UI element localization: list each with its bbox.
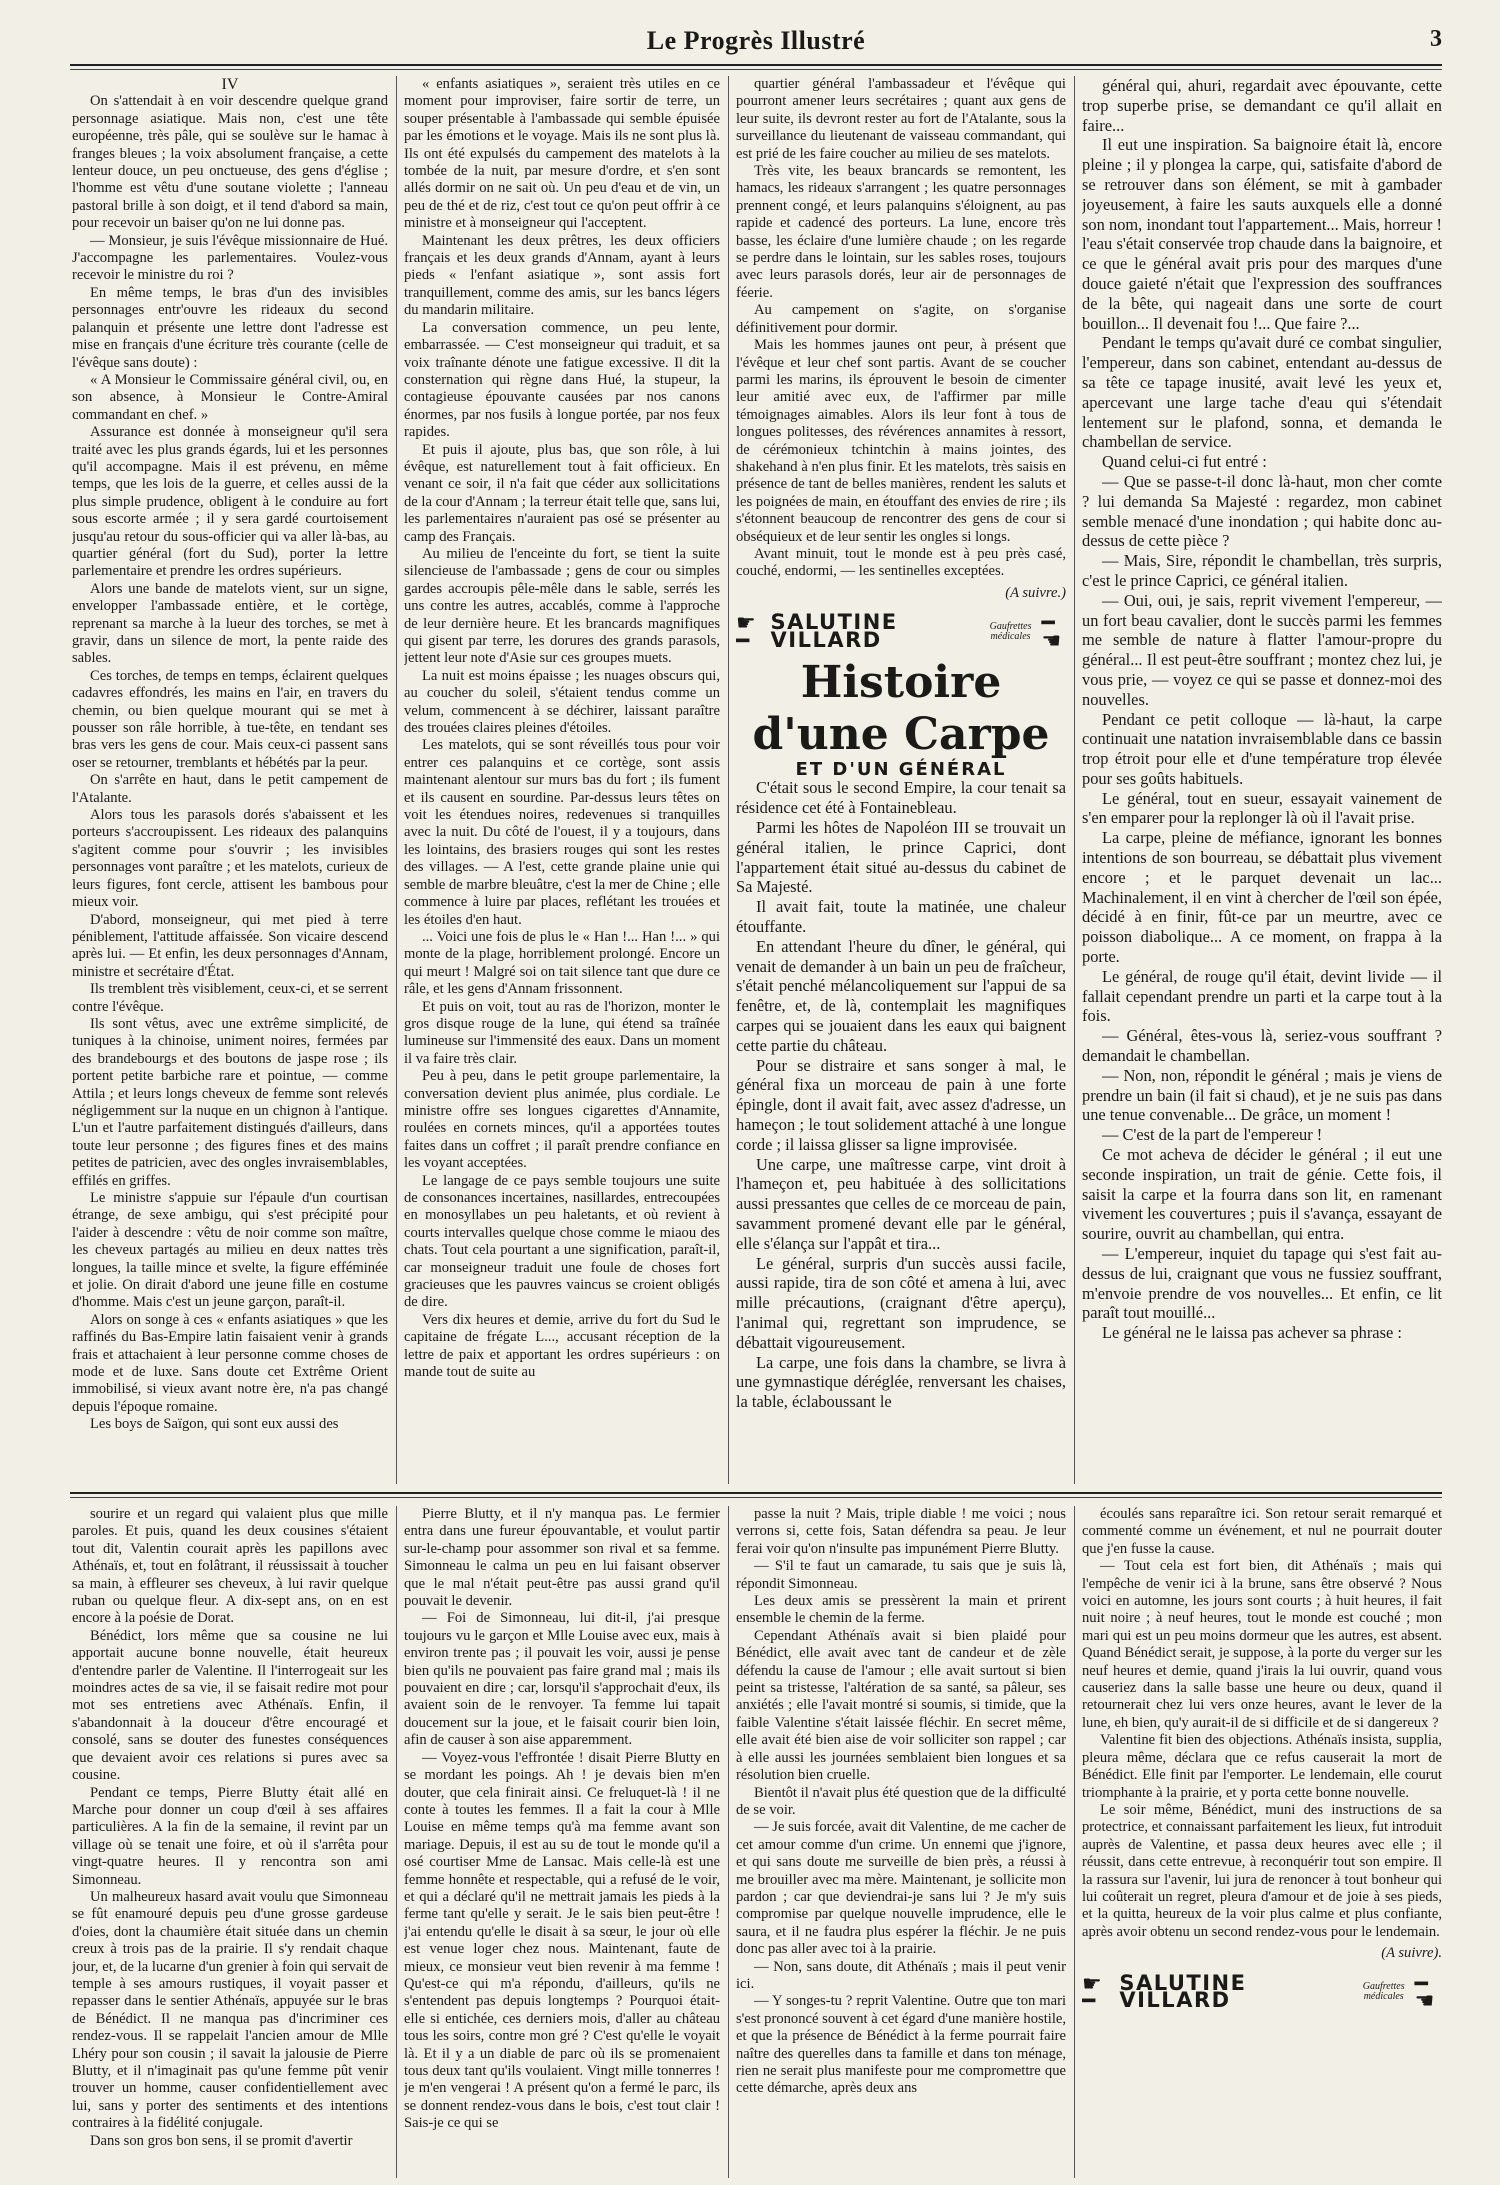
masthead-title: Le Progrès Illustré xyxy=(646,26,866,55)
paragraph: Pierre Blutty, et il n'y manqua pas. Le fermier entra dans une fureur épouvantable, et voulut partir sur-le-champ pour assommer son rival et sa femme. Simonneau le calma un peu en lui faisant observer que le mal n'était peut-être pas aussi grand qu'il pouvait le devenir. xyxy=(404,1506,720,1610)
paragraph: Maintenant les deux prêtres, les deux officiers français et les deux grands d'Annam, ayant à leurs pieds « l'enfant asiatique », sont assis fort tranquillement, comme des amis, sur les bancs légers du mandarin militaire. xyxy=(404,232,720,319)
salutine-ad xyxy=(736,610,1066,653)
paragraph: En même temps, le bras d'un des invisibles personnages entr'ouvre les rideaux du second palanquin et présente une lettre dont l'adresse est mise en français d'une écriture très courante (celle de l'évêque sans doute) : xyxy=(72,284,388,371)
paragraph: Alors on songe à ces « enfants asiatiques » que les raffinés du Bas-Empire latin faisaient venir à grands frais et attachaient à leur personne comme choses de mode et de luxe. Sans doute cet Extrême Orient immobilisé, si vieux avant notre ère, n'a pas changé depuis l'époque romaine. xyxy=(72,1311,388,1415)
paragraph: Les deux amis se pressèrent la main et prirent ensemble le chemin de la ferme. xyxy=(736,1593,1066,1627)
ad-brand: SALUTINE VILLARD xyxy=(770,610,898,652)
paragraph: Les matelots, qui se sont réveillés tous pour voir entrer ces palanquins et ce cortège, sont assis maintenant alentour sur murs bas du fort ; ils fument et ils causent en sourdine. Par-dessus leurs têtes on voit les étendues noires, redevenues si tranquilles avec la nuit. Du côté de l'ouest, il y a toujours, dans les lointains, des brasiers rouges qui sont les restes des villages. — A l'est, cette grande plaine unie qui semble de marbre bleuâtre, c'est la mer de Chine ; elle commence à luire par places, reflétant les trouées et les étoiles d'en haut. xyxy=(404,737,720,928)
paragraph: Peu à peu, dans le petit groupe parlementaire, la conversation devient plus animée, plus cordiale. Le ministre offre ses longues cigarettes d'Annamite, roulées en cornets minces, qu'il a apportées toutes faites dans un coffret ; il paraît prendre confiance en les voyant acceptées. xyxy=(404,1068,720,1172)
paragraph: Il avait fait, toute la matinée, une chaleur étouffante. xyxy=(736,897,1066,936)
ad-subtitle xyxy=(1363,1982,1405,2002)
paragraph: Et puis on voit, tout au ras de l'horizon, monter le gros disque rouge de la lune, qui étend sa traînée lumineuse sur l'immensité des eaux. Dans un moment il va faire très clair. xyxy=(404,998,720,1067)
paragraph: — Que se passe-t-il donc là-haut, mon cher comte ? lui demanda Sa Majesté : regardez, mon cabinet semble menacé d'une inondation ; qui habite donc au-dessus de cette pièce ? xyxy=(1082,471,1442,551)
paragraph: — Non, non, répondit le général ; mais je viens de prendre un bain (il fait si chaud), et je ne suis pas dans une tenue convenable... De grâce, un moment ! xyxy=(1082,1065,1442,1125)
paragraph: — Voyez-vous l'effrontée ! disait Pierre Blutty en se mordant les poings. Ah ! je devais bien m'en douter, que cela finirait ainsi. Ce freluquet-là ! il ne conte à toutes les femmes. Il a fait la cour à Mlle Louise en même temps qu'à ma femme avant son mariage. Depuis, il est au su de tout le monde qu'il a osé courtiser Mme de Lansac. Mais celle-là est une femme honnête et respectable, qui a refusé de le voir, et qui a déclaré qu'il ne mettrait jamais les pieds à la ferme tant qu'elle y serait. Je le sais bien peut-être ! j'ai entendu qu'elle le disait à sa sœur, le jour où elle est venue loger chez nous. Maintenant, faute de mieux, ce monsieur veut bien revenir à ma femme ! Qu'est-ce qui m'a répondu, d'ailleurs, qu'ils ne s'entendent pas depuis longtemps ? Pourquoi était-elle si entichée, ces derniers mois, d'aller au château tous les soirs, contre mon gré ? C'est qu'elle le voyait là. Et il y a un diable de parc où ils se promenaient tous deux tant qu'ils voulaient. Vingt mille tonnerres ! je m'en vengerai ! A présent qu'on a fermé le parc, ils se donnent rendez-vous dans le bois, c'est tout clair ! Sais-je ce qui se xyxy=(404,1749,720,2132)
column-divider xyxy=(728,1506,729,2178)
header-rule-thin xyxy=(70,69,1442,70)
paragraph: Le ministre s'appuie sur l'épaule d'un courtisan étrange, de sexe ambigu, qui s'est précipité pour l'aider à descendre : vêtu de noir comme son maître, les cheveux partagés au milieu en deux nattes très longues, la taille mince et svelte, la figure efféminée et jolie. On dirait d'abord une jeune fille en costume d'homme. Mais c'est un jeune garçon, paraît-il. xyxy=(72,1190,388,1311)
ad-sub-line-2: médicales xyxy=(1363,1990,1404,2002)
paragraph: Avant minuit, tout le monde est à peu près casé, couché, endormi, — les sentinelles exceptées. xyxy=(736,545,1066,580)
paragraph: passe la nuit ? Mais, triple diable ! me voici ; nous verrons si, cette fois, Satan défendra sa peau. Je leur ferai voir qu'on n'insulte pas impunément Pierre Blutty. xyxy=(736,1506,1066,1557)
feuilleton-rule xyxy=(70,1492,1442,1494)
page-number: 3 xyxy=(1430,26,1442,52)
paragraph: La nuit est moins épaisse ; les nuages obscurs qui, au coucher du soleil, s'étaient tendus comme un velum, commencent à se déchirer, laissant paraître des trouées claires pleines d'étoiles. xyxy=(404,667,720,737)
paragraph: Au milieu de l'enceinte du fort, se tient la suite silencieuse de l'ambassade ; gens de cour ou simples gardes accroupis pêle-mêle dans le sable, serrés les uns contre les autres, accablés, comme à l'approche de leur dernière heure. Et les brancards magnifiques qui gisent par terre, les dorures des grands parasols, jettent leur note d'Asie sur ces groupes muets. xyxy=(404,545,720,667)
paragraph: — Non, sans doute, dit Athénaïs ; mais il peut venir ici. xyxy=(736,1958,1066,1992)
paragraph: Alors une bande de matelots vient, sur un signe, envelopper l'ambassade entière, et le cortège, reprenant sa marche à la lueur des torches, se met à gravir, dans un silence de mort, la pente raide des sables. xyxy=(72,580,388,667)
paragraph: général qui, ahuri, regardait avec épouvante, cette trop superbe prise, se demandant ce qu'il allait en faire... xyxy=(1082,76,1442,135)
paragraph: Le langage de ce pays semble toujours une suite de consonances incertaines, nasillardes, entrecoupées en monosyllabes un peu haletants, et où revient à courts intervalles quelque chose comme le miaou des chats. Tout cela pourtant a une signification, paraît-il, car monseigneur traduit une foule de choses fort gracieuses que les pauvres vaincus se croient obligés de dire. xyxy=(404,1172,720,1311)
column-divider xyxy=(396,76,397,1484)
paragraph: Dans son gros bon sens, il se promit d'avertir xyxy=(90,2132,353,2149)
paragraph: Les boys de Saïgon, qui sont eux aussi des xyxy=(90,1416,339,1433)
paragraph: quartier général l'ambassadeur et l'évêque qui pourront amener leurs secrétaires ; quant aux gens de leur suite, ils devront rester au fort de l'Atalante, sous la surveillance du lieutenant de vaisseau commandant, qui est prié de les faire coucher au milieu de ses matelots. xyxy=(736,76,1066,162)
column-divider xyxy=(396,1506,397,2178)
paragraph: Ce mot acheva de décider le général ; il eut une seconde inspiration, un trait de génie. Cette fois, il saisit la carpe et la fourra dans son lit, en ramenant vivement les couvertures ; puis il s'avança, essayant de sourire, ouvrit au chambellan, qui entra. xyxy=(1082,1145,1442,1244)
paragraph: — Monsieur, je suis l'évêque missionnaire de Hué. J'accompagne les parlementaires. Voulez-vous recevoir le ministre du roi ? xyxy=(72,232,388,284)
paragraph: Mais les hommes jaunes ont peur, à présent que l'évêque et leur chef sont partis. Avant de se coucher parmi les marins, ils éprouvent le besoin de cimenter leur amitié avec eux, de l'affirmer par mille témoignages aimables. Alors ils leur font à tous de longues politesses, des révérences annamites à ressort, de cérémonieux tchintchin à mains jointes, des shakehand à n'en plus finir. Et les matelots, très saisis en présence de tant de belles manières, rendent les saluts et les poignées de main, en étouffant des envies de rire ; ils s'étonnent beaucoup de rencontrer des gens de cour si obséquieux et de leur sentir les ongles si longs. xyxy=(736,337,1066,545)
bottom-col3-text xyxy=(736,1506,1066,2098)
pointing-hand-icon: ☛━ xyxy=(1082,1970,1100,2013)
a-suivre-label: (A suivre.) xyxy=(1005,584,1066,601)
paragraph: sourire et un regard qui valaient plus que mille paroles. Et puis, quand les deux cousines s'étaient tout dit, Valentin courait après les papillons avec Athénaïs, et, tout en folâtrant, il réussissait à toucher sa main, à effleurer ses cheveux, à lui ravir quelque ruban ou quelque fleur. A dix-sept ans, on en est encore à la poésie de Dorat. xyxy=(72,1506,388,1627)
paragraph: Parmi les hôtes de Napoléon III se trouvait un général italien, le prince Caprici, dont l'appartement était situé au-dessus du cabinet de Sa Majesté. xyxy=(736,818,1066,897)
paragraph: écoulés sans reparaître ici. Son retour serait remarqué et commenté comme un événement, et nul ne pourrait douter que j'en fusse la cause. xyxy=(1082,1506,1442,1557)
paragraph: « A Monsieur le Commissaire général civil, ou, en son absence, à Monsieur le Contre-Amiral commandant en chef. » xyxy=(72,371,388,423)
paragraph: Quand celui-ci fut entré : xyxy=(1102,452,1267,472)
paragraph: La conversation commence, un peu lente, embarrassée. — C'est monseigneur qui traduit, et sa voix traînante dénote une fatigue excessive. Il dit la consternation qui règne dans Hué, la stupeur, la contagieuse épouvante causées par nos canons énormes, par nos fusils à longue portée, par nos feux rapides. xyxy=(404,319,720,441)
paragraph: Ils sont vêtus, avec une extrême simplicité, de tuniques à la chinoise, uniment noires, fermées par des brandebourgs et des boutons de jaspe rose ; ils portent petite barbiche rare et pointue, — comme Attila ; et leurs longs cheveux de femme sont relevés négligemment sur la nuque en un chignon à l'antique. L'un et l'autre parfaitement distingués d'ailleurs, dans toute leur personne ; des figures fines et des mains petites de patricien, avec des ongles invraisemblables, effilés en griffes. xyxy=(72,1015,388,1189)
paragraph: Un malheureux hasard avait voulu que Simonneau se fût enamouré depuis peu d'une grosse gardeuse d'oies, dont la chaumière était située dans un chemin creux à trois pas de la prairie. Il s'y rendait chaque jour, et, de la lucarne d'un grenier à foin qui servait de temple à ses amours rustiques, il voyait passer et repasser dans le sentier Athénaïs, appuyée sur le bras de Bénédict. Il ne manqua pas d'incriminer ces rendez-vous. Il se rappelait l'ancien amour de Mlle Lhéry pour son cousin ; il savait la jalousie de Pierre Blutty, et il n'imaginait pas qu'une femme pût venir trouver un homme, causer confidentiellement avec lui, sans y porter des sentiments et des intentions contraires à la fidélité conjugale. xyxy=(72,1888,388,2132)
story-subtitle: ET D'UN GÉNÉRAL xyxy=(795,759,1007,780)
paragraph: D'abord, monseigneur, qui met pied à terre péniblement, l'attitude affaissée. Son vicaire descend après lui. — Et enfin, les deux personnages d'Annam, ministre et secrétaire d'État. xyxy=(72,911,388,980)
paragraph: ... Voici une fois de plus le « Han !... Han !... » qui monte de la plage, horriblement prolongé. Encore un qui meurt ! Malgré soi on tait silence tant que dure ce râle, et les gens d'Annam frissonnent. xyxy=(404,928,720,998)
paragraph: — Oui, oui, je sais, reprit vivement l'empereur, — un fort beau cavalier, dont le succès parmi les femmes me semble de nature à flatter l'amour-propre du général... Il est peut-être souffrant ; montez chez lui, je vous prie, — voyez ce qui se passe et donnez-moi des nouvelles. xyxy=(1082,590,1442,709)
paragraph: — S'il te faut un camarade, tu sais que je suis là, répondit Simonneau. xyxy=(736,1558,1066,1592)
top-col1-text xyxy=(72,93,388,1433)
bottom-col4-text xyxy=(1082,1506,1442,1941)
ad-brand: SALUTINE VILLARD xyxy=(1119,1970,1247,2012)
bottom-column-2 xyxy=(404,1506,720,2178)
paragraph: — L'empereur, inquiet du tapage qui s'est fait au-dessus de lui, craignant que vous ne fussiez souffrant, m'envoie prendre de vos nouvelles... Et enfin, ce lit paraît tout mouillé... xyxy=(1082,1244,1442,1323)
paragraph: — Général, êtes-vous là, seriez-vous souffrant ? demandait le chambellan. xyxy=(1082,1026,1442,1066)
top-col4-text xyxy=(1082,76,1442,1343)
paragraph: Très vite, les beaux brancards se remontent, les hamacs, les rideaux s'arrangent ; les quatre personnages prennent congé, et leurs palanquins s'éloignent, au pas rapide et cadencé des porteurs. La lune, encore très basse, les éclaire d'une lumière chaude ; on les regarde se perdre dans le lointain, sur les sables roses, toujours avec leurs parasols dorés, leur air de personnages de féerie. xyxy=(736,163,1066,301)
paragraph: On s'attendait à en voir descendre quelque grand personnage asiatique. Mais non, c'est une tête européenne, très pâle, qui se soulève sur le hamac à franges bleues ; la voix absolument française, a cette lenteur douce, un peu onctueuse, des gens d'église ; l'homme est vêtu d'une soutane violette ; l'anneau pastoral brille à son doigt, et il tend d'abord sa main, pour recevoir un baiser qu'on ne lui donne pas. xyxy=(72,93,388,232)
paragraph: Au campement on s'agite, on s'organise définitivement pour dormir. xyxy=(736,302,1066,336)
pointing-hand-icon: ━☚ xyxy=(1414,1970,1433,2013)
paragraph: Pour se distraire et sans songer à mal, le général fixa un morceau de pain à une forte épingle, dont il avait fait, avec assez d'adresse, un hameçon ; le tout solidement attaché à une longue corde ; il laissa glisser sa ligne improvisée. xyxy=(736,1055,1066,1154)
paragraph: Ces torches, de temps en temps, éclairent quelques cadavres effondrés, les mains en l'air, en travers du chemin, ou bien quelque mourant qui se met à pousser son râle horrible, à tue-tête, en tendant ses bras vers les gens de cour. Mais ceux-ci passent sans oser se retourner, tremblants et hébétés par la peur. xyxy=(72,667,388,771)
paragraph: — Je suis forcée, avait dit Valentine, de me cacher de cet amour comme d'un crime. Un ennemi que j'ignore, et qui sans doute me surveille de bien près, a réussi à me brouiller avec ma mère. Maintenant, je sollicite mon pardon ; car que deviendrai-je sans lui ? Je m'y suis compromise par quelque nouvelle imprudence, elle le saura, et il ne faudra plus espérer la fléchir. Je ne puis donc pas aller avec toi à la prairie. xyxy=(736,1819,1066,1958)
ad-subtitle xyxy=(990,622,1032,642)
paragraph: « enfants asiatiques », seraient très utiles en ce moment pour improviser, faire sortir de terre, un souper présentable à l'ambassade qui semble épuisée par les émotions et le voyage. Mais ils ne sont plus là. Ils ont été expulsés du campement des matelots à la tombée de la nuit, par mesure d'ordre, et s'en sont allés dormir on ne sait où. Un peu d'eau et de vin, un peu de thé et de riz, c'est tout ce qu'on peut offrir à ce ministre et à monseigneur qui l'acceptent. xyxy=(404,76,720,232)
paragraph: La carpe, une fois dans la chambre, se livra à une gymnastique déréglée, renversant les chaises, la table, éclaboussant le xyxy=(736,1352,1066,1412)
top-column-3 xyxy=(736,76,1066,1484)
paragraph: En attendant l'heure du dîner, le général, qui venait de demander à un bain un peu de fraîcheur, s'était penché mélancoliquement sur l'appui de sa fenêtre, et, de là, contemplait les magnifiques carpes qui se jouaient dans les eaux qui baignent cette partie du château. xyxy=(736,936,1066,1055)
paragraph: Le général, surpris d'un succès aussi facile, aussi rapide, tira de son côté et amena à lui, avec mille précautions, (craignant d'être aperçu), l'animal qui, regrettant son imprudence, se débattait vigoureusement. xyxy=(736,1253,1066,1352)
paragraph: Le général, tout en sueur, essayait vainement de s'en emparer pour la replonger là où il l'avait prise. xyxy=(1082,788,1442,828)
bottom-column-3 xyxy=(736,1506,1066,2178)
top-col2-text xyxy=(404,76,720,1381)
paragraph: Il eut une inspiration. Sa baignoire était là, encore pleine ; il y plongea la carpe, qui, satisfaite d'abord de se retrouver dans son élément, se mit à gambader joyeusement, à faire les sauts auxquels elle a donné son nom, inondant tout l'appartement... Mais, horreur ! l'eau s'était conservée trop chaude dans la baignoire, et ce que le général avait pris pour des marques d'une douce gaieté n'était que l'expression des souffrances de la bête, qui nageait dans une sorte de court bouillon... Il devenait fou !... Que faire ?... xyxy=(1082,135,1442,333)
paragraph: Cependant Athénaïs avait si bien plaidé pour Bénédict, elle avait avec tant de candeur et de zèle défendu la cause de l'amour ; elle avait surtout si bien peint sa tristesse, l'altération de sa santé, sa pâleur, ses anxiétés ; elle l'avait montré si soumis, si timide, que la faible Valentine s'était laissée fléchir. En secret même, elle avait été bien aise de voir solliciter son rappel ; car à elle aussi les journées semblaient bien longues et sa résolution bien cruelle. xyxy=(736,1627,1066,1784)
paragraph: Bientôt il n'avait plus été question que de la difficulté de se voir. xyxy=(736,1784,1066,1818)
pointing-hand-icon: ━☚ xyxy=(1041,610,1060,653)
top-column-4 xyxy=(1082,76,1442,1484)
paragraph: Le général ne le laissa pas achever sa phrase : xyxy=(1102,1323,1402,1343)
bottom-column-4 xyxy=(1082,1506,1442,2178)
top-col3-text xyxy=(736,76,1066,581)
section-number: IV xyxy=(221,76,239,93)
paragraph: Pendant ce temps, Pierre Blutty était allé en Marche pour donner un coup d'œil à ses affaires particulières. A la fin de la semaine, il revint par un village où se tenait une foire, et où il s'arrêta pour vingt-quatre heures. Il y rencontra son ami Simonneau. xyxy=(72,1784,388,1888)
top-column-1 xyxy=(72,76,388,1484)
paragraph: Le soir même, Bénédict, muni des instructions de sa protectrice, et connaissant parfaitement les lieux, fut introduit auprès de Valentine, et passa deux heures avec elle ; il réussit, dans cette entrevue, à reconquérir tout son empire. Il la rassura sur l'avenir, lui jura de renoncer à tout bonheur qui lui coûterait un regret, pleura d'amour et de joie à ses pieds, et la quitta, heureux de la voir plus calme et plus confiante, après avoir obtenu un second rendez-vous pour le lendemain. xyxy=(1082,1801,1442,1940)
paragraph: Et puis il ajoute, plus bas, que son rôle, à lui évêque, est naturellement tout à fait officieux. En venant ce soir, il n'a fait que céder aux sollicitations de la cour d'Annam ; la terreur était telle que, sans lui, les parlementaires n'auraient pas osé se présenter au camp des Français. xyxy=(404,441,720,545)
bottom-column-1 xyxy=(72,1506,388,2178)
paragraph: Une carpe, une maîtresse carpe, vint droit à l'hameçon et, peu habituée à des sollicitations aussi pressantes que celles de ce morceau de pain, savamment promené devant elle par le général, elle s'élança sur l'appât et tira... xyxy=(736,1154,1066,1253)
ad-sub-line-2: médicales xyxy=(990,630,1031,642)
feuilleton-rule-thin xyxy=(70,1497,1442,1498)
paragraph: — Mais, Sire, répondit le chambellan, très surpris, c'est le prince Caprici, ce général italien. xyxy=(1082,551,1442,590)
paragraph: — Foi de Simonneau, lui dit-il, j'ai presque toujours vu le garçon et Mlle Louise avec eux, mais à environ trente pas ; il pouvait les voir, aussi je pense bien qu'ils ne pouvaient pas faire grand mal ; mais ils pouvaient en dire ; car, lorsqu'il s'approchait d'eux, ils avaient soin de le renvoyer. Ta femme lui tapait doucement sur la joue, et le faisait courir bien loin, afin de causer à son aise apparemment. xyxy=(404,1610,720,1749)
paragraph: — Tout cela est fort bien, dit Athénaïs ; mais qui l'empêche de venir ici à la brune, sans être observé ? Nous voici en automne, les jours sont courts ; à huit heures, il fait nuit noire ; à neuf heures, tout le monde est couché ; mon mari qui est un peu moins dormeur que les autres, est absent. Quand Bénédict serait, je suppose, à la porte du verger sur les neuf heures et demie, quand j'irais la lui ouvrir, quand vous causeriez dans la salle basse une heure ou deux, quand il retournerait chez lui vers onze heures, avant le lever de la lune, eh bien, qu'y aurait-il de si difficile et de si dangereux ? xyxy=(1082,1558,1442,1731)
salutine-ad xyxy=(1082,1970,1442,2013)
paragraph: C'était sous le second Empire, la cour tenait sa résidence cet été à Fontainebleau. xyxy=(736,778,1066,818)
ad-sub-line-1: Gaufrettes xyxy=(989,620,1032,632)
paragraph: Le général, de rouge qu'il était, devint livide — il fallait cependant prendre un parti et la carpe tout à la fois. xyxy=(1082,966,1442,1026)
a-suivre-label: (A suivre). xyxy=(1381,1945,1442,1962)
paragraph: Pendant ce petit colloque — là-haut, la carpe continuait une natation invraisemblable dans ce bassin trop étroit pour elle et d'une température trop élevée pour ses goûts habituels. xyxy=(1082,709,1442,788)
paragraph: Assurance est donnée à monseigneur qu'il sera traité avec les plus grands égards, lui et les personnes qu'il accompagne. Mais il est prévenu, en même temps, que les lois de la guerre, et celles aussi de la plus simple prudence, obligent à le conduire au fort sous escorte armée ; il y sera gardé courtoisement jusqu'au retour du sous-officier qui va aller là-bas, au quartier général (fort du Sud), porter la lettre parlementaire et prendre les ordres supérieurs. xyxy=(72,424,388,580)
column-divider xyxy=(1074,1506,1075,2178)
top-column-2 xyxy=(404,76,720,1484)
paragraph: Vers dix heures et demie, arrive du fort du Sud le capitaine de frégate L..., accusant réception de la lettre de paix et apportant les ordres supérieurs : on mande tout de suite au xyxy=(404,1311,720,1381)
ad-sub-line-1: Gaufrettes xyxy=(1362,1980,1405,1992)
paragraph: On s'arrête en haut, dans le petit campement de l'Atalante. xyxy=(72,772,388,806)
paragraph: Valentine fit bien des objections. Athénaïs insista, supplia, pleura même, déclara que ce refus causerait la mort de Bénédict. Elle finit par l'emporter. Le lendemain, elle courut triomphante à la prairie, et y porta cette bonne nouvelle. xyxy=(1082,1732,1442,1801)
story-text xyxy=(736,778,1066,1412)
bottom-col1-text xyxy=(72,1506,388,2150)
paragraph: Bénédict, lors même que sa cousine ne lui apportait aucune bonne nouvelle, était heureux d'entendre parler de Valentine. Il l'interrogeait sur les moindres actes de sa vie, il se faisait redire mot pour mot ses entretiens avec Athénaïs. Enfin, il s'abandonnait à la douceur d'être encouragé et consolé, sans se douter des funestes conséquences que devaient avoir ces relations si pures avec sa cousine. xyxy=(72,1627,388,1784)
pointing-hand-icon: ☛━ xyxy=(736,610,754,653)
paragraph: Alors tous les parasols dorés s'abaissent et les porteurs s'accroupissent. Les rideaux des palanquins s'agitent comme pour s'ouvrir ; les invisibles personnages vont paraître ; et les matelots, curieux de leurs figures, font cercle, attisent les bambous pour mieux voir. xyxy=(72,807,388,911)
page-header xyxy=(70,20,1442,60)
column-divider xyxy=(728,76,729,1484)
bottom-col2-text xyxy=(404,1506,720,2133)
paragraph: Pendant le temps qu'avait duré ce combat singulier, l'empereur, dans son cabinet, entendant au-dessus de sa tête ce tapage inusité, avait levé les yeux et, apercevant une large tache d'eau qui s'étendait lentement sur le plafond, sonna, et demanda le chambellan de service. xyxy=(1082,333,1442,452)
story-title: Histoire d'une Carpe xyxy=(752,657,1050,760)
paragraph: — Y songes-tu ? reprit Valentine. Outre que ton mari s'est prononcé souvent à cet égard d'une manière hostile, et que la présence de Bénédict à la ferme pourrait faire naître des querelles dans ta famille et dans ton ménage, rien ne serait plus manifeste pour me compromettre que cette démarche, après deux ans xyxy=(736,1993,1066,2097)
header-rule xyxy=(70,64,1442,66)
column-divider xyxy=(1074,76,1075,1484)
paragraph: La carpe, pleine de méfiance, ignorant les bonnes intentions de son bourreau, se débattait plus vivement encore ; et le parquet devenait un lac... Machinalement, il en vint à chercher de l'œil son épée, décidé à en finir, fût-ce par un meurtre, avec ce poisson diabolique... A ce moment, on frappa à la porte. xyxy=(1082,828,1442,967)
paragraph: — C'est de la part de l'empereur ! xyxy=(1102,1125,1323,1145)
paragraph: Ils tremblent très visiblement, ceux-ci, et se serrent contre l'évêque. xyxy=(72,981,388,1015)
